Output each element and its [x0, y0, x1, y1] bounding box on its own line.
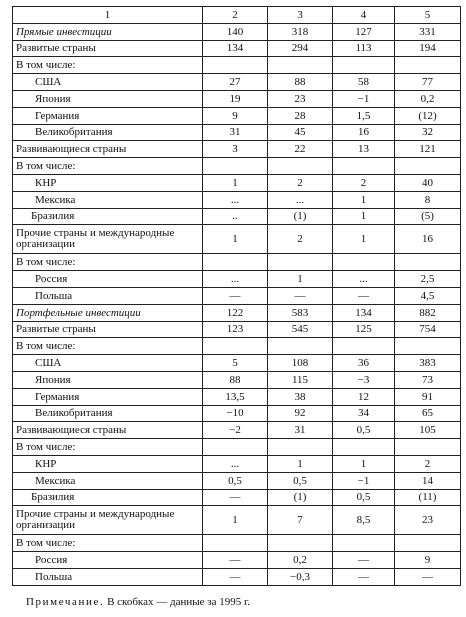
value-cell: 8 [395, 191, 461, 208]
value-cell: 545 [268, 321, 333, 338]
value-cell: — [333, 287, 395, 304]
value-cell [203, 57, 268, 74]
table-row [13, 472, 461, 489]
value-cell: 0,5 [203, 472, 268, 489]
value-cell: 115 [268, 371, 333, 388]
value-cell [203, 338, 268, 355]
value-cell: .. [203, 208, 268, 225]
value-cell: 754 [395, 321, 461, 338]
value-cell: ... [333, 271, 395, 288]
row-label: КНР [13, 174, 203, 191]
value-cell [203, 439, 268, 456]
table-row [13, 191, 461, 208]
value-cell [395, 254, 461, 271]
row-label: Россия [13, 552, 203, 569]
value-cell: 194 [395, 40, 461, 57]
table-row [13, 455, 461, 472]
value-cell [268, 57, 333, 74]
document-page [12, 6, 460, 586]
value-cell: 14 [395, 472, 461, 489]
table-row [13, 388, 461, 405]
row-label: Бразилия [13, 489, 203, 506]
row-label: Германия [13, 107, 203, 124]
value-cell: 91 [395, 388, 461, 405]
value-cell: −10 [203, 405, 268, 422]
row-label: США [13, 74, 203, 91]
value-cell: — [395, 568, 461, 585]
table-row [13, 568, 461, 585]
value-cell: 13 [333, 141, 395, 158]
value-cell: 583 [268, 304, 333, 321]
value-cell: — [333, 552, 395, 569]
value-cell: 7 [268, 506, 333, 535]
value-cell: — [203, 552, 268, 569]
table-row [13, 371, 461, 388]
value-cell: 127 [333, 23, 395, 40]
value-cell: −3 [333, 371, 395, 388]
value-cell: (5) [395, 208, 461, 225]
value-cell: 16 [395, 225, 461, 254]
value-cell [268, 439, 333, 456]
value-cell: ... [203, 191, 268, 208]
value-cell [333, 158, 395, 175]
row-label: Портфельные инвестиции [13, 304, 203, 321]
table-row [13, 225, 461, 254]
row-label: Развитые страны [13, 321, 203, 338]
value-cell: 882 [395, 304, 461, 321]
table-row [13, 23, 461, 40]
value-cell [268, 535, 333, 552]
header-cell: 1 [13, 7, 203, 24]
value-cell: 45 [268, 124, 333, 141]
value-cell: 2 [333, 174, 395, 191]
value-cell: (12) [395, 107, 461, 124]
value-cell: 383 [395, 355, 461, 372]
header-cell: 4 [333, 7, 395, 24]
row-label: Мексика [13, 472, 203, 489]
row-label: Мексика [13, 191, 203, 208]
value-cell: ... [203, 271, 268, 288]
value-cell [203, 254, 268, 271]
value-cell: 9 [395, 552, 461, 569]
value-cell: 34 [333, 405, 395, 422]
table-row [13, 124, 461, 141]
investment-table [12, 6, 461, 586]
value-cell: 1 [203, 225, 268, 254]
value-cell: ... [268, 191, 333, 208]
value-cell: 2 [395, 455, 461, 472]
table-row [13, 535, 461, 552]
value-cell [268, 338, 333, 355]
value-cell [395, 158, 461, 175]
table-row [13, 254, 461, 271]
value-cell [395, 439, 461, 456]
value-cell: 134 [203, 40, 268, 57]
value-cell: 88 [203, 371, 268, 388]
row-label: США [13, 355, 203, 372]
table-row [13, 90, 461, 107]
row-label: Бразилия [13, 208, 203, 225]
value-cell: 9 [203, 107, 268, 124]
value-cell: 58 [333, 74, 395, 91]
row-label: В том числе: [13, 535, 203, 552]
value-cell: 125 [333, 321, 395, 338]
row-label: Развивающиеся страны [13, 141, 203, 158]
value-cell: 28 [268, 107, 333, 124]
value-cell: 1 [268, 455, 333, 472]
table-header-row [13, 7, 461, 24]
value-cell: 23 [268, 90, 333, 107]
value-cell: 23 [395, 506, 461, 535]
value-cell [268, 158, 333, 175]
row-label: Великобритания [13, 124, 203, 141]
footnote-text: В скобках — данные за 1995 г. [107, 596, 251, 608]
table-row [13, 141, 461, 158]
table-row [13, 158, 461, 175]
value-cell: 13,5 [203, 388, 268, 405]
value-cell [203, 158, 268, 175]
table-row [13, 355, 461, 372]
value-cell: ... [203, 455, 268, 472]
table-row [13, 208, 461, 225]
value-cell: 0,5 [333, 489, 395, 506]
value-cell: 32 [395, 124, 461, 141]
value-cell: 1,5 [333, 107, 395, 124]
value-cell: 105 [395, 422, 461, 439]
value-cell: 318 [268, 23, 333, 40]
value-cell: 1 [333, 208, 395, 225]
table-row [13, 552, 461, 569]
value-cell: 31 [268, 422, 333, 439]
row-label: Прямые инвестиции [13, 23, 203, 40]
row-label: Прочие страны и международные организации [13, 225, 203, 254]
value-cell: −0,3 [268, 568, 333, 585]
value-cell: 19 [203, 90, 268, 107]
footnote [26, 596, 250, 608]
value-cell [333, 439, 395, 456]
value-cell: 0,2 [268, 552, 333, 569]
value-cell [395, 535, 461, 552]
table-row [13, 304, 461, 321]
value-cell: 2 [268, 174, 333, 191]
value-cell: 31 [203, 124, 268, 141]
table-row [13, 405, 461, 422]
row-label: В том числе: [13, 158, 203, 175]
value-cell: 113 [333, 40, 395, 57]
row-label: Прочие страны и международные организации [13, 506, 203, 535]
value-cell: 16 [333, 124, 395, 141]
table-row [13, 271, 461, 288]
value-cell: 3 [203, 141, 268, 158]
value-cell: 2,5 [395, 271, 461, 288]
value-cell: 4,5 [395, 287, 461, 304]
value-cell: (11) [395, 489, 461, 506]
value-cell: 108 [268, 355, 333, 372]
value-cell: 40 [395, 174, 461, 191]
row-label: Великобритания [13, 405, 203, 422]
table-row [13, 287, 461, 304]
value-cell: −1 [333, 472, 395, 489]
value-cell: 121 [395, 141, 461, 158]
value-cell: 1 [203, 506, 268, 535]
value-cell: 8,5 [333, 506, 395, 535]
table-row [13, 422, 461, 439]
value-cell: 0,5 [268, 472, 333, 489]
header-cell: 2 [203, 7, 268, 24]
row-label: Польша [13, 568, 203, 585]
table-row [13, 321, 461, 338]
value-cell: — [268, 287, 333, 304]
value-cell: 1 [333, 455, 395, 472]
value-cell: 22 [268, 141, 333, 158]
header-cell: 3 [268, 7, 333, 24]
value-cell: 122 [203, 304, 268, 321]
row-label: КНР [13, 455, 203, 472]
table-row [13, 107, 461, 124]
value-cell: 134 [333, 304, 395, 321]
value-cell: — [203, 568, 268, 585]
value-cell: 123 [203, 321, 268, 338]
row-label: В том числе: [13, 254, 203, 271]
value-cell: 0,2 [395, 90, 461, 107]
row-label: Япония [13, 371, 203, 388]
row-label: Россия [13, 271, 203, 288]
value-cell: 38 [268, 388, 333, 405]
table-row [13, 40, 461, 57]
value-cell: — [203, 287, 268, 304]
row-label: Польша [13, 287, 203, 304]
table-row [13, 439, 461, 456]
header-cell: 5 [395, 7, 461, 24]
value-cell: 27 [203, 74, 268, 91]
value-cell: −2 [203, 422, 268, 439]
value-cell [333, 57, 395, 74]
table-row [13, 489, 461, 506]
footnote-label: Примечание. [26, 596, 105, 608]
investment-table-body [13, 7, 461, 586]
row-label: В том числе: [13, 439, 203, 456]
value-cell: 73 [395, 371, 461, 388]
table-row [13, 338, 461, 355]
value-cell [333, 254, 395, 271]
value-cell [395, 338, 461, 355]
table-row [13, 174, 461, 191]
value-cell: 77 [395, 74, 461, 91]
value-cell: (1) [268, 208, 333, 225]
value-cell: 92 [268, 405, 333, 422]
value-cell: 140 [203, 23, 268, 40]
value-cell [333, 535, 395, 552]
value-cell: 5 [203, 355, 268, 372]
value-cell: 1 [333, 225, 395, 254]
row-label: В том числе: [13, 338, 203, 355]
value-cell: 65 [395, 405, 461, 422]
value-cell: — [333, 568, 395, 585]
value-cell: (1) [268, 489, 333, 506]
value-cell [203, 535, 268, 552]
row-label: В том числе: [13, 57, 203, 74]
value-cell: 1 [203, 174, 268, 191]
value-cell: 294 [268, 40, 333, 57]
row-label: Развивающиеся страны [13, 422, 203, 439]
value-cell: 88 [268, 74, 333, 91]
value-cell: 2 [268, 225, 333, 254]
value-cell [333, 338, 395, 355]
row-label: Япония [13, 90, 203, 107]
value-cell: 331 [395, 23, 461, 40]
value-cell: 36 [333, 355, 395, 372]
row-label: Развитые страны [13, 40, 203, 57]
value-cell [395, 57, 461, 74]
value-cell: — [203, 489, 268, 506]
value-cell: −1 [333, 90, 395, 107]
value-cell: 12 [333, 388, 395, 405]
table-row [13, 74, 461, 91]
value-cell: 1 [333, 191, 395, 208]
value-cell [268, 254, 333, 271]
value-cell: 1 [268, 271, 333, 288]
table-row [13, 57, 461, 74]
value-cell: 0,5 [333, 422, 395, 439]
row-label: Германия [13, 388, 203, 405]
table-row [13, 506, 461, 535]
